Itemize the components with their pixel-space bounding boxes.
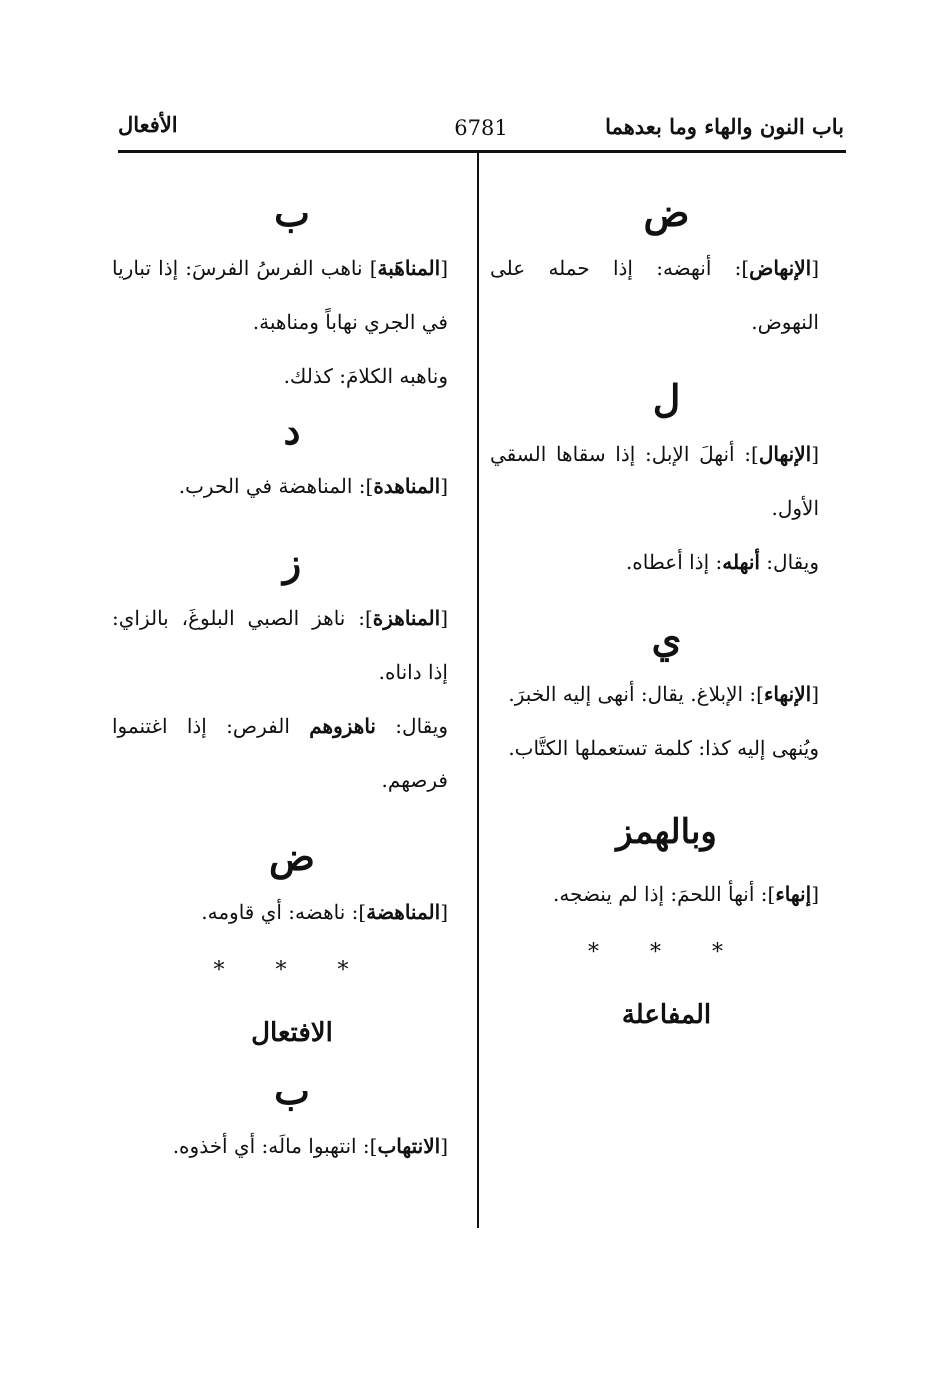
- entry-text: : أنهلَ الإبل: إذا سقاها السقي الأول.: [490, 442, 819, 520]
- entry-term: المناهضة: [366, 900, 441, 924]
- hamz-heading: وبالهمز: [616, 812, 717, 852]
- letter-heading: ل: [652, 376, 681, 421]
- chapter-title: باب النون والهاء وما بعدهما: [605, 114, 844, 139]
- entry-text: : ناهضه: أي قاومه.: [201, 900, 359, 924]
- entry-term: الانتهاب: [377, 1134, 441, 1158]
- dictionary-entry: [المناهزة]: ناهز الصبي البلوغَ، بالزاي: إذا داناه.: [112, 606, 448, 684]
- entry-text: : أنهضه: إذا حمله على النهوض.: [490, 256, 819, 334]
- entry-term: الإنهاء: [763, 682, 812, 706]
- page-number: 6781: [454, 116, 508, 140]
- letter-heading: ب: [274, 190, 310, 235]
- dictionary-entry: [الإنهال]: أنهلَ الإبل: إذا سقاها السقي الأول.: [490, 442, 819, 520]
- dictionary-entry: [المناهدة]: المناهضة في الحرب.: [178, 474, 448, 498]
- entry-text: : انتهبوا مالَه: أي أخذوه.: [172, 1134, 370, 1158]
- entry-term: إنهاء: [775, 882, 812, 906]
- entry-term: الإنهاض: [749, 256, 812, 280]
- dictionary-entry: [112, 699, 472, 807]
- entry-text: : ناهز الصبي البلوغَ، بالزاي: إذا داناه.: [112, 606, 448, 684]
- letter-heading: ض: [643, 190, 690, 235]
- dictionary-entry: [المناهضة]: ناهضه: أي قاومه.: [201, 900, 448, 924]
- dictionary-entry: [إنهاء]: أنهأ اللحمَ: إذا لم ينضجه.: [552, 882, 819, 906]
- entry-text: : إذا أعطاه.: [625, 550, 723, 574]
- entry-text: ناهب الفرسُ الفرسَ: إذا تباريا في الجري نهاباً ومناهبة.: [112, 256, 448, 334]
- letter-heading: ي: [651, 616, 682, 661]
- dictionary-entry: وناهبه الكلامَ: كذلك.: [283, 364, 448, 388]
- section-heading: الافتعال: [251, 1018, 333, 1048]
- letter-heading: د: [283, 408, 301, 453]
- dictionary-entry: [الانتهاب]: انتهبوا مالَه: أي أخذوه.: [172, 1134, 448, 1158]
- section-separator: * * *: [213, 958, 371, 983]
- entry-text: : أنهأ اللحمَ: إذا لم ينضجه.: [552, 882, 768, 906]
- entry-text: الفرص: إذا اغتنموا فرصهم.: [112, 714, 448, 792]
- entry-term: أنهله: [722, 550, 760, 574]
- column-divider: [477, 150, 479, 1228]
- left-column: [112, 185, 472, 1173]
- dictionary-entry: [المناهَبة] ناهب الفرسُ الفرسَ: إذا تباريا في الجري نهاباً ومناهبة.: [112, 256, 448, 334]
- entry-text: : الإبلاغ. يقال: أنهى إليه الخبرَ.: [508, 682, 757, 706]
- letter-heading: ز: [282, 540, 302, 585]
- entry-term: المناهَبة: [377, 256, 441, 280]
- entry-prefix: ويقال:: [375, 714, 448, 738]
- dictionary-entry: [490, 535, 843, 589]
- letter-heading: ب: [274, 1068, 310, 1113]
- entry-term: الإنهال: [758, 442, 812, 466]
- section-separator: * * *: [588, 940, 745, 965]
- entry-term: المناهزة: [372, 606, 441, 630]
- dictionary-entry: [الإنهاض]: أنهضه: إذا حمله على النهوض.: [490, 256, 819, 334]
- entry-term: المناهدة: [373, 474, 441, 498]
- section-heading: المفاعلة: [621, 1000, 712, 1030]
- right-column: [490, 185, 843, 1045]
- page-header: [118, 108, 844, 148]
- header-rule: [118, 150, 846, 153]
- dictionary-entry: ويُنهى إليه كذا: كلمة تستعملها الكتَّاب.: [508, 736, 819, 760]
- entry-prefix: ويقال:: [759, 550, 819, 574]
- section-title: الأفعال: [118, 112, 178, 137]
- entry-text: : المناهضة في الحرب.: [178, 474, 366, 498]
- entry-term: ناهزوهم: [309, 714, 376, 738]
- letter-heading: ض: [269, 834, 315, 879]
- dictionary-entry: [الإنهاء]: الإبلاغ. يقال: أنهى إليه الخبرَ.: [508, 682, 819, 706]
